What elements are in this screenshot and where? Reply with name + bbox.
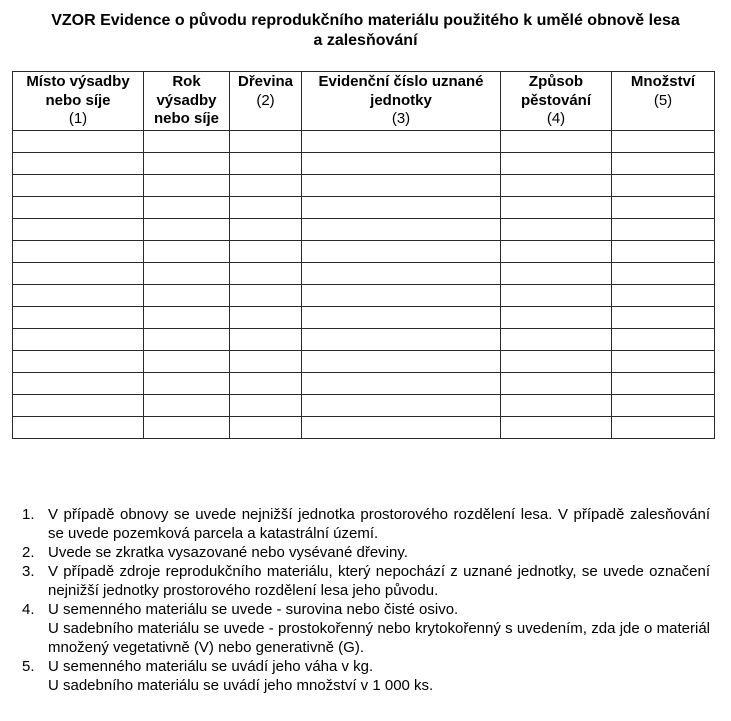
- footnote-item: [22, 505, 710, 543]
- table-cell[interactable]: [612, 417, 715, 439]
- table-cell[interactable]: [612, 285, 715, 307]
- table-cell[interactable]: [302, 131, 501, 153]
- footnotes-list: [22, 505, 710, 695]
- table-cell[interactable]: [612, 153, 715, 175]
- table-cell[interactable]: [230, 373, 302, 395]
- table-cell[interactable]: [501, 417, 612, 439]
- footnote-text: U sadebního materiálu se uvede - prostokořenný nebo krytokořenný s uvedením, zda jde o materiál množený vegetativně (V) nebo generativně (G).: [48, 620, 710, 656]
- table-cell[interactable]: [13, 263, 144, 285]
- table-cell[interactable]: [501, 395, 612, 417]
- table-cell[interactable]: [13, 351, 144, 373]
- col-header-rok: Rok výsadby nebo síje: [144, 72, 230, 131]
- table-cell[interactable]: [13, 329, 144, 351]
- evidence-table: [12, 71, 715, 439]
- table-row: [13, 285, 715, 307]
- table-row: [13, 329, 715, 351]
- table-cell[interactable]: [612, 263, 715, 285]
- table-row: [13, 219, 715, 241]
- table-cell[interactable]: [612, 219, 715, 241]
- col-header-drevina: Dřevina (2): [230, 72, 302, 131]
- table-cell[interactable]: [302, 263, 501, 285]
- table-cell[interactable]: [501, 285, 612, 307]
- table-cell[interactable]: [230, 241, 302, 263]
- table-cell[interactable]: [612, 351, 715, 373]
- table-row: [13, 175, 715, 197]
- table-cell[interactable]: [501, 307, 612, 329]
- table-cell[interactable]: [501, 197, 612, 219]
- footnote-text: Uvede se zkratka vysazované nebo vysévané dřeviny.: [48, 544, 408, 561]
- table-cell[interactable]: [144, 395, 230, 417]
- table-body: [13, 131, 715, 439]
- footnote-text: U semenného materiálu se uvádí jeho váha v kg.: [48, 658, 374, 675]
- table-row: [13, 263, 715, 285]
- table-cell[interactable]: [230, 285, 302, 307]
- table-cell[interactable]: [612, 175, 715, 197]
- footnote-number: 1.: [22, 506, 35, 523]
- table-cell[interactable]: [144, 417, 230, 439]
- table-cell[interactable]: [612, 395, 715, 417]
- table-cell[interactable]: [302, 329, 501, 351]
- table-cell[interactable]: [144, 197, 230, 219]
- table-cell[interactable]: [13, 417, 144, 439]
- table-cell[interactable]: [230, 153, 302, 175]
- table-cell[interactable]: [501, 329, 612, 351]
- table-cell[interactable]: [144, 307, 230, 329]
- table-cell[interactable]: [144, 219, 230, 241]
- title-line-1: VZOR Evidence o původu reprodukčního materiálu použitého k umělé obnově lesa: [51, 12, 680, 29]
- table-cell[interactable]: [230, 197, 302, 219]
- table-cell[interactable]: [612, 373, 715, 395]
- table-cell[interactable]: [501, 351, 612, 373]
- table-cell[interactable]: [13, 153, 144, 175]
- table-cell[interactable]: [501, 219, 612, 241]
- table-cell[interactable]: [501, 241, 612, 263]
- table-cell[interactable]: [612, 197, 715, 219]
- table-cell[interactable]: [612, 241, 715, 263]
- table-cell[interactable]: [144, 373, 230, 395]
- table-cell[interactable]: [302, 417, 501, 439]
- table-cell[interactable]: [230, 417, 302, 439]
- table-cell[interactable]: [501, 263, 612, 285]
- table-cell[interactable]: [144, 175, 230, 197]
- col-header-evidencni-cislo: Evidenční číslo uznané jednotky (3): [302, 72, 501, 131]
- table-cell[interactable]: [302, 373, 501, 395]
- table-row: [13, 395, 715, 417]
- footnote-number: 5.: [22, 658, 35, 675]
- table-cell[interactable]: [501, 153, 612, 175]
- table-row: [13, 131, 715, 153]
- table-cell[interactable]: [230, 329, 302, 351]
- table-cell[interactable]: [302, 197, 501, 219]
- table-cell[interactable]: [144, 285, 230, 307]
- table-cell[interactable]: [13, 241, 144, 263]
- footnote-text: V případě obnovy se uvede nejnižší jednotka prostorového rozdělení lesa. V případě zalesňování se uvede pozemková parcela a katastrální území.: [48, 506, 710, 542]
- table-cell[interactable]: [230, 351, 302, 373]
- table-cell[interactable]: [302, 175, 501, 197]
- footnote-item: [22, 600, 710, 657]
- table-cell[interactable]: [13, 131, 144, 153]
- footnote-item: [22, 543, 710, 562]
- col-header-zpusob: Způsob pěstování (4): [501, 72, 612, 131]
- table-cell[interactable]: [144, 131, 230, 153]
- table-cell[interactable]: [144, 263, 230, 285]
- table-cell[interactable]: [13, 219, 144, 241]
- footnote-number: 2.: [22, 544, 35, 561]
- footnote-number: 4.: [22, 601, 35, 618]
- table-cell[interactable]: [13, 373, 144, 395]
- footnote-text: U sadebního materiálu se uvádí jeho množství v 1 000 ks.: [48, 677, 434, 694]
- table-cell[interactable]: [501, 175, 612, 197]
- table-cell[interactable]: [612, 307, 715, 329]
- table-row: [13, 241, 715, 263]
- table-row: [13, 373, 715, 395]
- table-cell[interactable]: [13, 307, 144, 329]
- table-cell[interactable]: [302, 219, 501, 241]
- table-cell[interactable]: [144, 153, 230, 175]
- footnote-text: U semenného materiálu se uvede - surovina nebo čisté osivo.: [48, 601, 459, 618]
- table-cell[interactable]: [230, 131, 302, 153]
- table-cell[interactable]: [230, 307, 302, 329]
- table-cell[interactable]: [230, 219, 302, 241]
- col-number: (4): [546, 110, 566, 127]
- document-title: [0, 11, 731, 51]
- table-cell[interactable]: [230, 263, 302, 285]
- table-row: [13, 417, 715, 439]
- table-cell[interactable]: [302, 351, 501, 373]
- footnote-item: [22, 562, 710, 600]
- table-cell[interactable]: [13, 395, 144, 417]
- table-cell[interactable]: [230, 395, 302, 417]
- footnote-text: V případě zdroje reprodukčního materiálu, který nepochází z uznané jednotky, se uvede označení nejnižší jednotky prostorového rozdělení lesa jeho původu.: [48, 563, 710, 599]
- table-cell[interactable]: [302, 395, 501, 417]
- table-row: [13, 351, 715, 373]
- table-cell[interactable]: [612, 329, 715, 351]
- table-cell[interactable]: [144, 329, 230, 351]
- col-header-misto: Místo výsadby nebo síje (1): [13, 72, 144, 131]
- footnote-item: [22, 657, 710, 695]
- table-cell[interactable]: [302, 285, 501, 307]
- footnote-number: 3.: [22, 563, 35, 580]
- table-cell[interactable]: [13, 175, 144, 197]
- table-header-row: [13, 72, 715, 131]
- table-cell[interactable]: [13, 285, 144, 307]
- table-cell[interactable]: [144, 351, 230, 373]
- table-cell[interactable]: [302, 153, 501, 175]
- table-cell[interactable]: [302, 241, 501, 263]
- table-cell[interactable]: [501, 131, 612, 153]
- table-cell[interactable]: [13, 197, 144, 219]
- col-number: (3): [391, 110, 411, 127]
- table-cell[interactable]: [144, 241, 230, 263]
- col-header-mnozstvi: Množství (5): [612, 72, 715, 131]
- col-number: (5): [653, 91, 673, 109]
- col-number: (2): [256, 91, 275, 109]
- table-cell[interactable]: [302, 307, 501, 329]
- table-cell[interactable]: [501, 373, 612, 395]
- title-line-2: a zalesňování: [313, 32, 418, 49]
- table-cell[interactable]: [612, 131, 715, 153]
- table-row: [13, 307, 715, 329]
- table-row: [13, 197, 715, 219]
- col-number: (1): [68, 110, 88, 127]
- table-cell[interactable]: [230, 175, 302, 197]
- table-row: [13, 153, 715, 175]
